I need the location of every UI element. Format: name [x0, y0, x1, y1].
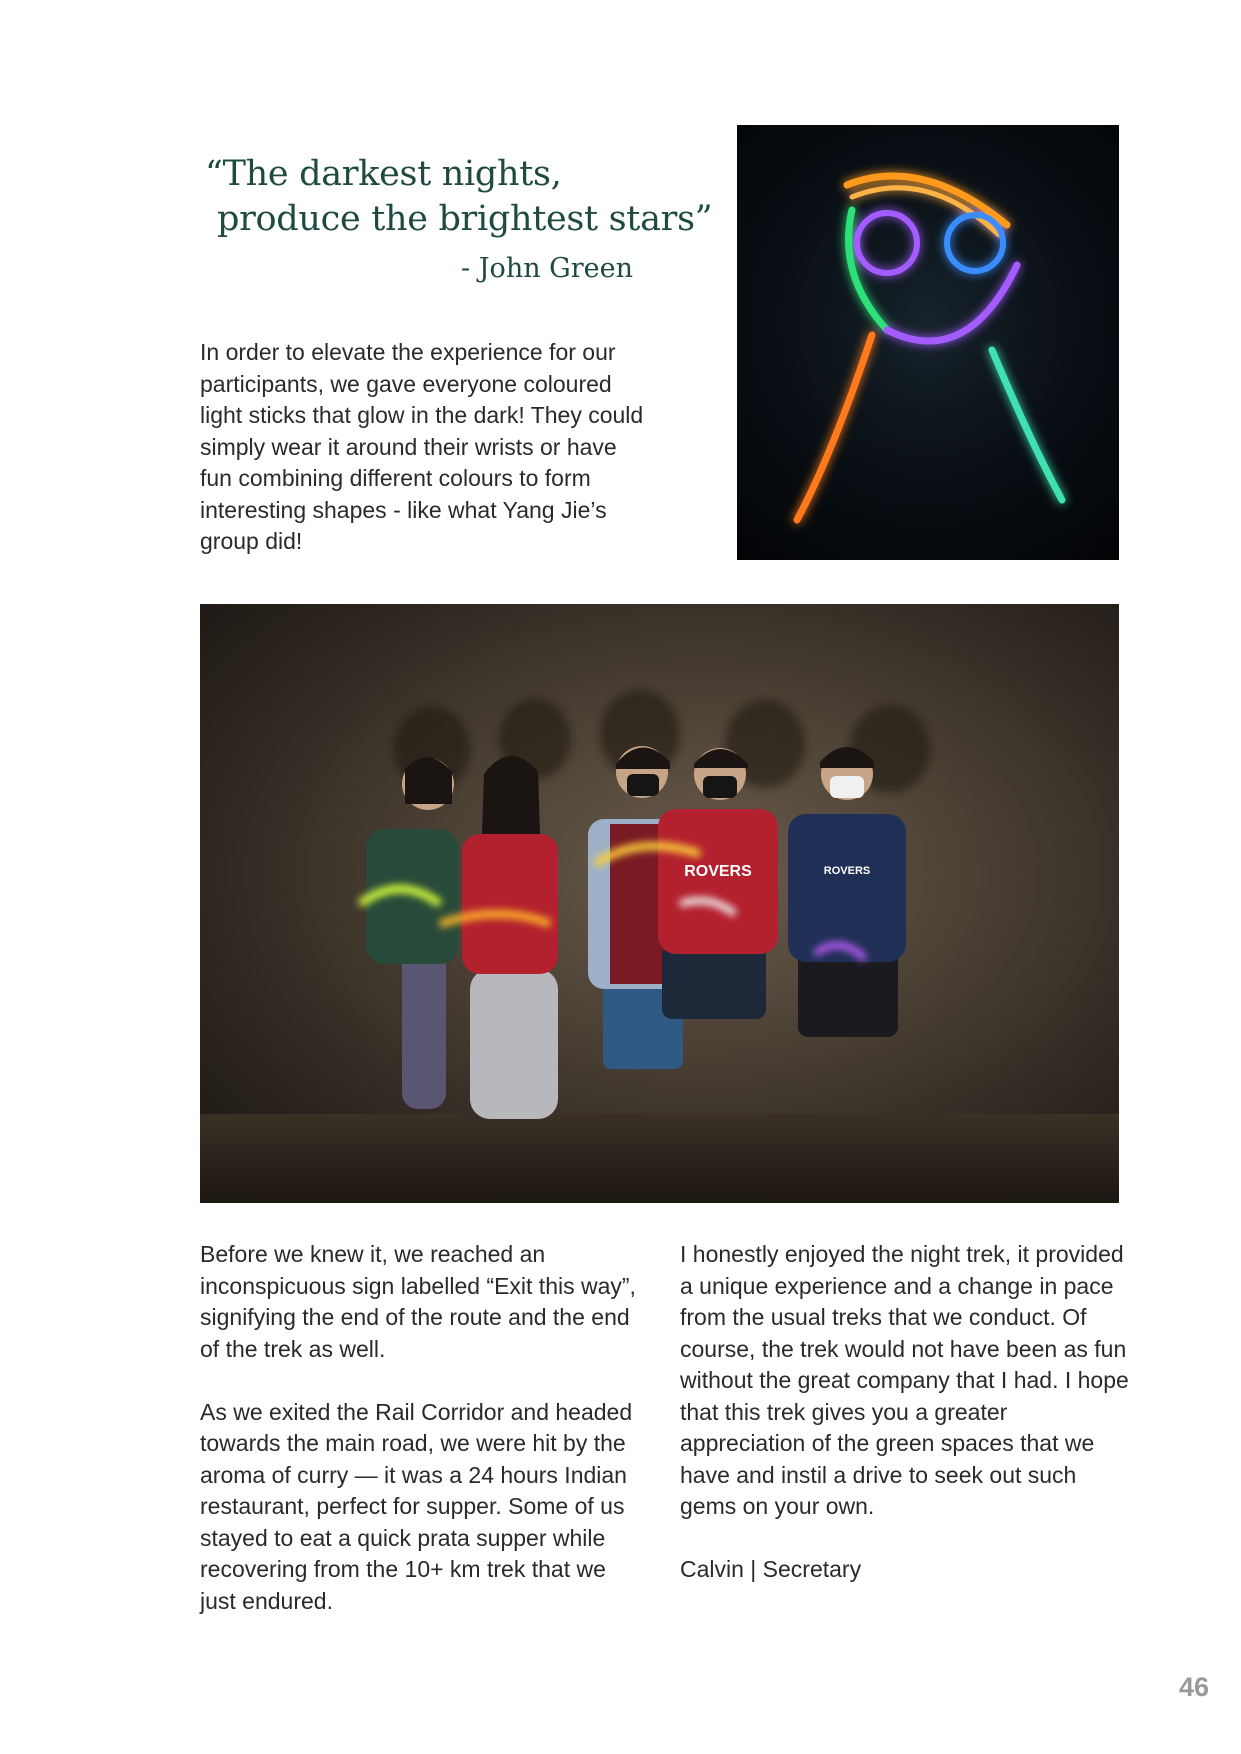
group-photo-illustration	[200, 604, 1119, 1203]
person-2	[462, 756, 558, 1119]
intro-paragraph	[200, 337, 650, 558]
pull-quote	[205, 152, 713, 242]
quote-line-2: produce the brightest stars”	[217, 199, 713, 239]
intro-text: In order to elevate the experience for our participants, we gave everyone coloured light sticks that glow in the dark! They could simply wear it around their wrists or have fun combining different colours to form interesting shapes - like what Yang Jie’s group did!	[200, 339, 644, 554]
glow-stick-figure-photo	[737, 125, 1119, 560]
right-paragraph-1: I honestly enjoyed the night trek, it provided a unique experience and a change in pace from the usual treks that we conduct. Of course, the trek would not have been as fun without the great company that I had. I hope that this trek gives you a greater appreciation of the green spaces that we have and instil a drive to seek out such gems on your own.	[680, 1241, 1129, 1519]
shirt-text-2: ROVERS	[823, 865, 871, 877]
quote-author: - John Green	[461, 253, 633, 284]
left-paragraph-1: Before we knew it, we reached an inconspicuous sign labelled “Exit this way”, signifying the end of the route and the end of the trek as well.	[200, 1241, 636, 1362]
left-paragraph-2: As we exited the Rail Corridor and headed towards the main road, we were hit by the aroma of curry — it was a 24 hours Indian restaurant, perfect for supper. Some of us stayed to eat a quick prata supper while recovering from the 10+ km trek that we just endured.	[200, 1398, 633, 1614]
group-photo	[200, 604, 1119, 1203]
author-signature: Calvin | Secretary	[680, 1556, 862, 1582]
quote-line-1: “The darkest nights,	[205, 154, 562, 194]
right-column	[680, 1239, 1130, 1586]
glow-stick-figure-illustration	[737, 125, 1119, 560]
ground	[200, 1114, 1119, 1203]
page-number: 46	[1178, 1672, 1209, 1702]
shirt-text-1: ROVERS	[684, 863, 752, 880]
person-1	[366, 757, 458, 1109]
person-4	[658, 748, 778, 1019]
left-column	[200, 1239, 640, 1617]
